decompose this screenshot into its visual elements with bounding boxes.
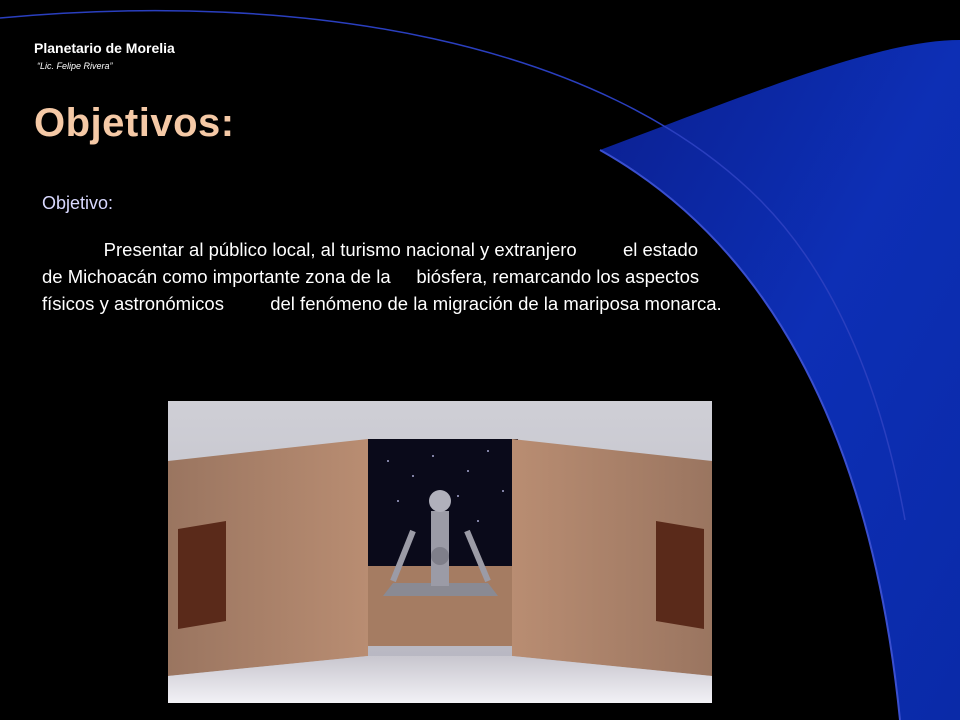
body-line: Presentar al público local, al turismo nacional y extranjero el estado [42,239,699,260]
objective-body [42,236,922,317]
body-line: físicos y astronómicos del fenómeno de la migración de la mariposa monarca. [42,293,722,314]
body-line: de Michoacán como importante zona de la biósfera, remarcando los aspectos [42,266,700,287]
header-subtitle: “Lic. Felipe Rivera” [37,61,113,71]
header-title: Planetario de Morelia [34,40,175,56]
objective-label: Objetivo: [42,193,114,213]
planetarium-render-image [168,401,712,703]
slide-title: Objetivos: [34,101,235,145]
